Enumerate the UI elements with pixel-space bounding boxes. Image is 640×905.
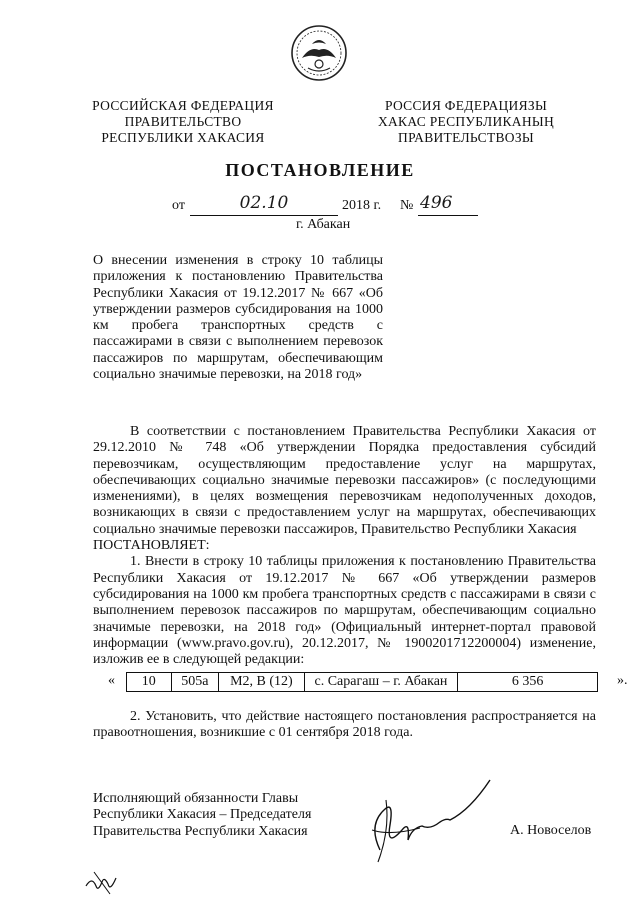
row-cell: М2, В (12) <box>219 673 304 692</box>
signatory-title <box>93 791 343 840</box>
point-1-paragraph: 1. Внести в строку 10 таблицы приложения к постановлению Правительства Республики Хакасия от 19.12.2017 № 667 «Об утверждении размеров субсидирования на 1000 км пробега транспортных средств с пассажирами в связи с выполнением перевозок пассажиров по маршрутам, обеспечивающим социально значимые перевозки, на 2018 год» (Официальный интернет-портал правовой информации (www.pravo.gov.ru), 20.12.2017, № 1900201712200004) изменение, изложив ее в следующей редакции: <box>93 554 596 668</box>
handwritten-signature <box>350 770 520 870</box>
number-prefix: № <box>400 198 414 213</box>
document-title: ПОСТАНОВЛЕНИЕ <box>225 160 415 180</box>
header-right-line: ПРАВИТЕЛЬСТВОЗЫ <box>398 130 534 145</box>
decree-word: ПОСТАНОВЛЯЕТ: <box>93 538 210 554</box>
date-number-line <box>172 193 492 218</box>
close-quote: ». <box>617 673 628 688</box>
row-cell: с. Сарагаш – г. Абакан <box>304 673 458 692</box>
amended-table-row <box>108 672 628 694</box>
header-right-line: ХАКАС РЕСПУБЛИКАНЫҢ <box>377 114 555 129</box>
header-right-khakas <box>366 98 566 146</box>
number-handwritten: 496 <box>420 193 453 213</box>
decree-subject: О внесении изменения в строку 10 таблицы приложения к постановлению Правительства Республики Хакасия от 19.12.2017 № 667 «Об утверждении размеров субсидирования на 1000 км пробега транспортных средств с пассажирами в связи с выполнением перевозок пассажиров по маршрутам, обеспечивающим социально значимые перевозки, на 2018 год» <box>93 253 383 383</box>
header-right-line: РОССИЯ ФЕДЕРАЦИЯЗЫ <box>384 98 548 113</box>
date-field <box>190 193 338 216</box>
city-label: г. Абакан <box>296 217 351 232</box>
header-left-line: РЕСПУБЛИКИ ХАКАСИЯ <box>101 130 265 145</box>
header-left-ru <box>88 98 278 146</box>
signatory-line: Республики Хакасия – Председателя <box>93 807 312 823</box>
decree-body <box>93 424 596 668</box>
row-cell: 6 356 <box>458 673 598 692</box>
year-label: 2018 г. <box>342 198 382 213</box>
preamble-paragraph: В соответствии с постановлением Правительства Республики Хакасия от 29.12.2010 № 748 «Об утверждении Порядка предоставления субсидий перевозчикам, осуществляющим предоставление услуг на маршрутах, обеспечивающих социально значимые перевозки пассажиров» (с последующими изменениями), в целях возмещения перевозчикам недополученных доходов, возникающих в связи с предоставлением услуг на маршрутах, обеспечивающих социально значимые перевозки пассажиров, Правительство Республики Хакасия <box>93 424 596 537</box>
header-left-line: РОССИЙСКАЯ ФЕДЕРАЦИЯ <box>92 98 274 113</box>
coat-of-arms-emblem <box>290 24 348 82</box>
open-quote: « <box>108 673 115 688</box>
row-cell: 505а <box>171 673 219 692</box>
signatory-line: Правительства Республики Хакасия <box>93 823 308 839</box>
signatory-name: А. Новоселов <box>510 823 592 838</box>
signatory-line: Исполняющий обязанности Главы <box>93 791 299 806</box>
row-table <box>126 672 598 692</box>
header-left-line: ПРАВИТЕЛЬСТВО <box>124 114 242 129</box>
date-handwritten: 02.10 <box>239 193 289 213</box>
point-2-paragraph: 2. Установить, что действие настоящего постановления распространяется на правоотношения, возникшие с 01 сентября 2018 года. <box>93 709 596 741</box>
handwritten-initials-mark <box>82 868 122 898</box>
row-cell: 10 <box>127 673 172 692</box>
date-prefix: от <box>172 198 185 213</box>
number-field <box>418 193 478 216</box>
